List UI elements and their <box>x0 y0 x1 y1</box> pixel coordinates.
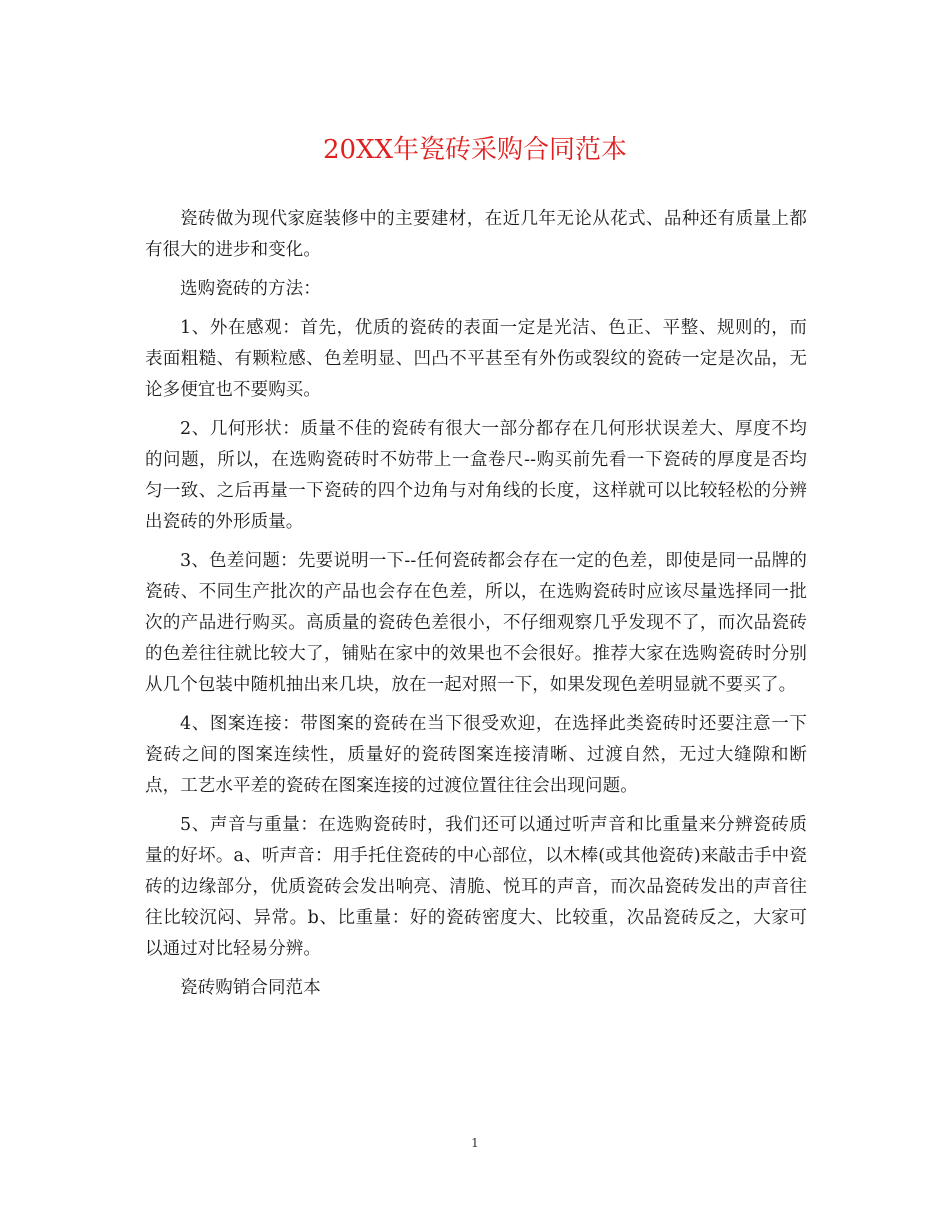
paragraph-item-5: 5、声音与重量：在选购瓷砖时，我们还可以通过听声音和比重量来分辨瓷砖质量的好坏。a、听声音：用手托住瓷砖的中心部位，以木棒(或其他瓷砖)来敲击手中瓷砖的边缘部分，优质瓷砖会发出响亮、清脆、悦耳的声音，而次品瓷砖发出的声音往往比较沉闷、异常。b、比重量：好的瓷砖密度大、比较重，次品瓷砖反之，大家可以通过对比轻易分辨。 <box>145 815 807 959</box>
paragraph-item-4: 4、图案连接：带图案的瓷砖在当下很受欢迎，在选择此类瓷砖时还要注意一下瓷砖之间的图案连续性，质量好的瓷砖图案连接清晰、过渡自然，无过大缝隙和断点，工艺水平差的瓷砖在图案连接的过渡位置往往会出现问题。 <box>145 714 807 796</box>
paragraph-contract-heading: 瓷砖购销合同范本 <box>180 978 321 998</box>
paragraph-item-1: 1、外在感观：首先，优质的瓷砖的表面一定是光洁、色正、平整、规则的，而表面粗糙、有颗粒感、色差明显、凹凸不平甚至有外伤或裂纹的瓷砖一定是次品，无论多便宜也不要购买。 <box>145 318 807 400</box>
page-number: 1 <box>471 1136 479 1150</box>
document-title: 20XX年瓷砖采购合同范本 <box>322 135 628 165</box>
document-body <box>145 204 807 1012</box>
paragraph-item-3: 3、色差问题：先要说明一下--任何瓷砖都会存在一定的色差，即使是同一品牌的瓷砖、不同生产批次的产品也会存在色差，所以，在选购瓷砖时应该尽量选择同一批次的产品进行购买。高质量的瓷砖色差很小，不仔细观察几乎发现不了，而次品瓷砖的色差往往就比较大了，铺贴在家中的效果也不会很好。推荐大家在选购瓷砖时分别从几个包装中随机抽出来几块，放在一起对照一下，如果发现色差明显就不要买了。 <box>145 551 807 695</box>
paragraph-item-2: 2、几何形状：质量不佳的瓷砖有很大一部分都存在几何形状误差大、厚度不均的问题，所以，在选购瓷砖时不妨带上一盒卷尺--购买前先看一下瓷砖的厚度是否均匀一致、之后再量一下瓷砖的四个边角与对角线的长度，这样就可以比较轻松的分辨出瓷砖的外形质量。 <box>145 419 807 532</box>
paragraph-methods-heading: 选购瓷砖的方法： <box>180 279 321 299</box>
paragraph-intro: 瓷砖做为现代家庭装修中的主要建材，在近几年无论从花式、品种还有质量上都有很大的进步和变化。 <box>145 209 807 260</box>
